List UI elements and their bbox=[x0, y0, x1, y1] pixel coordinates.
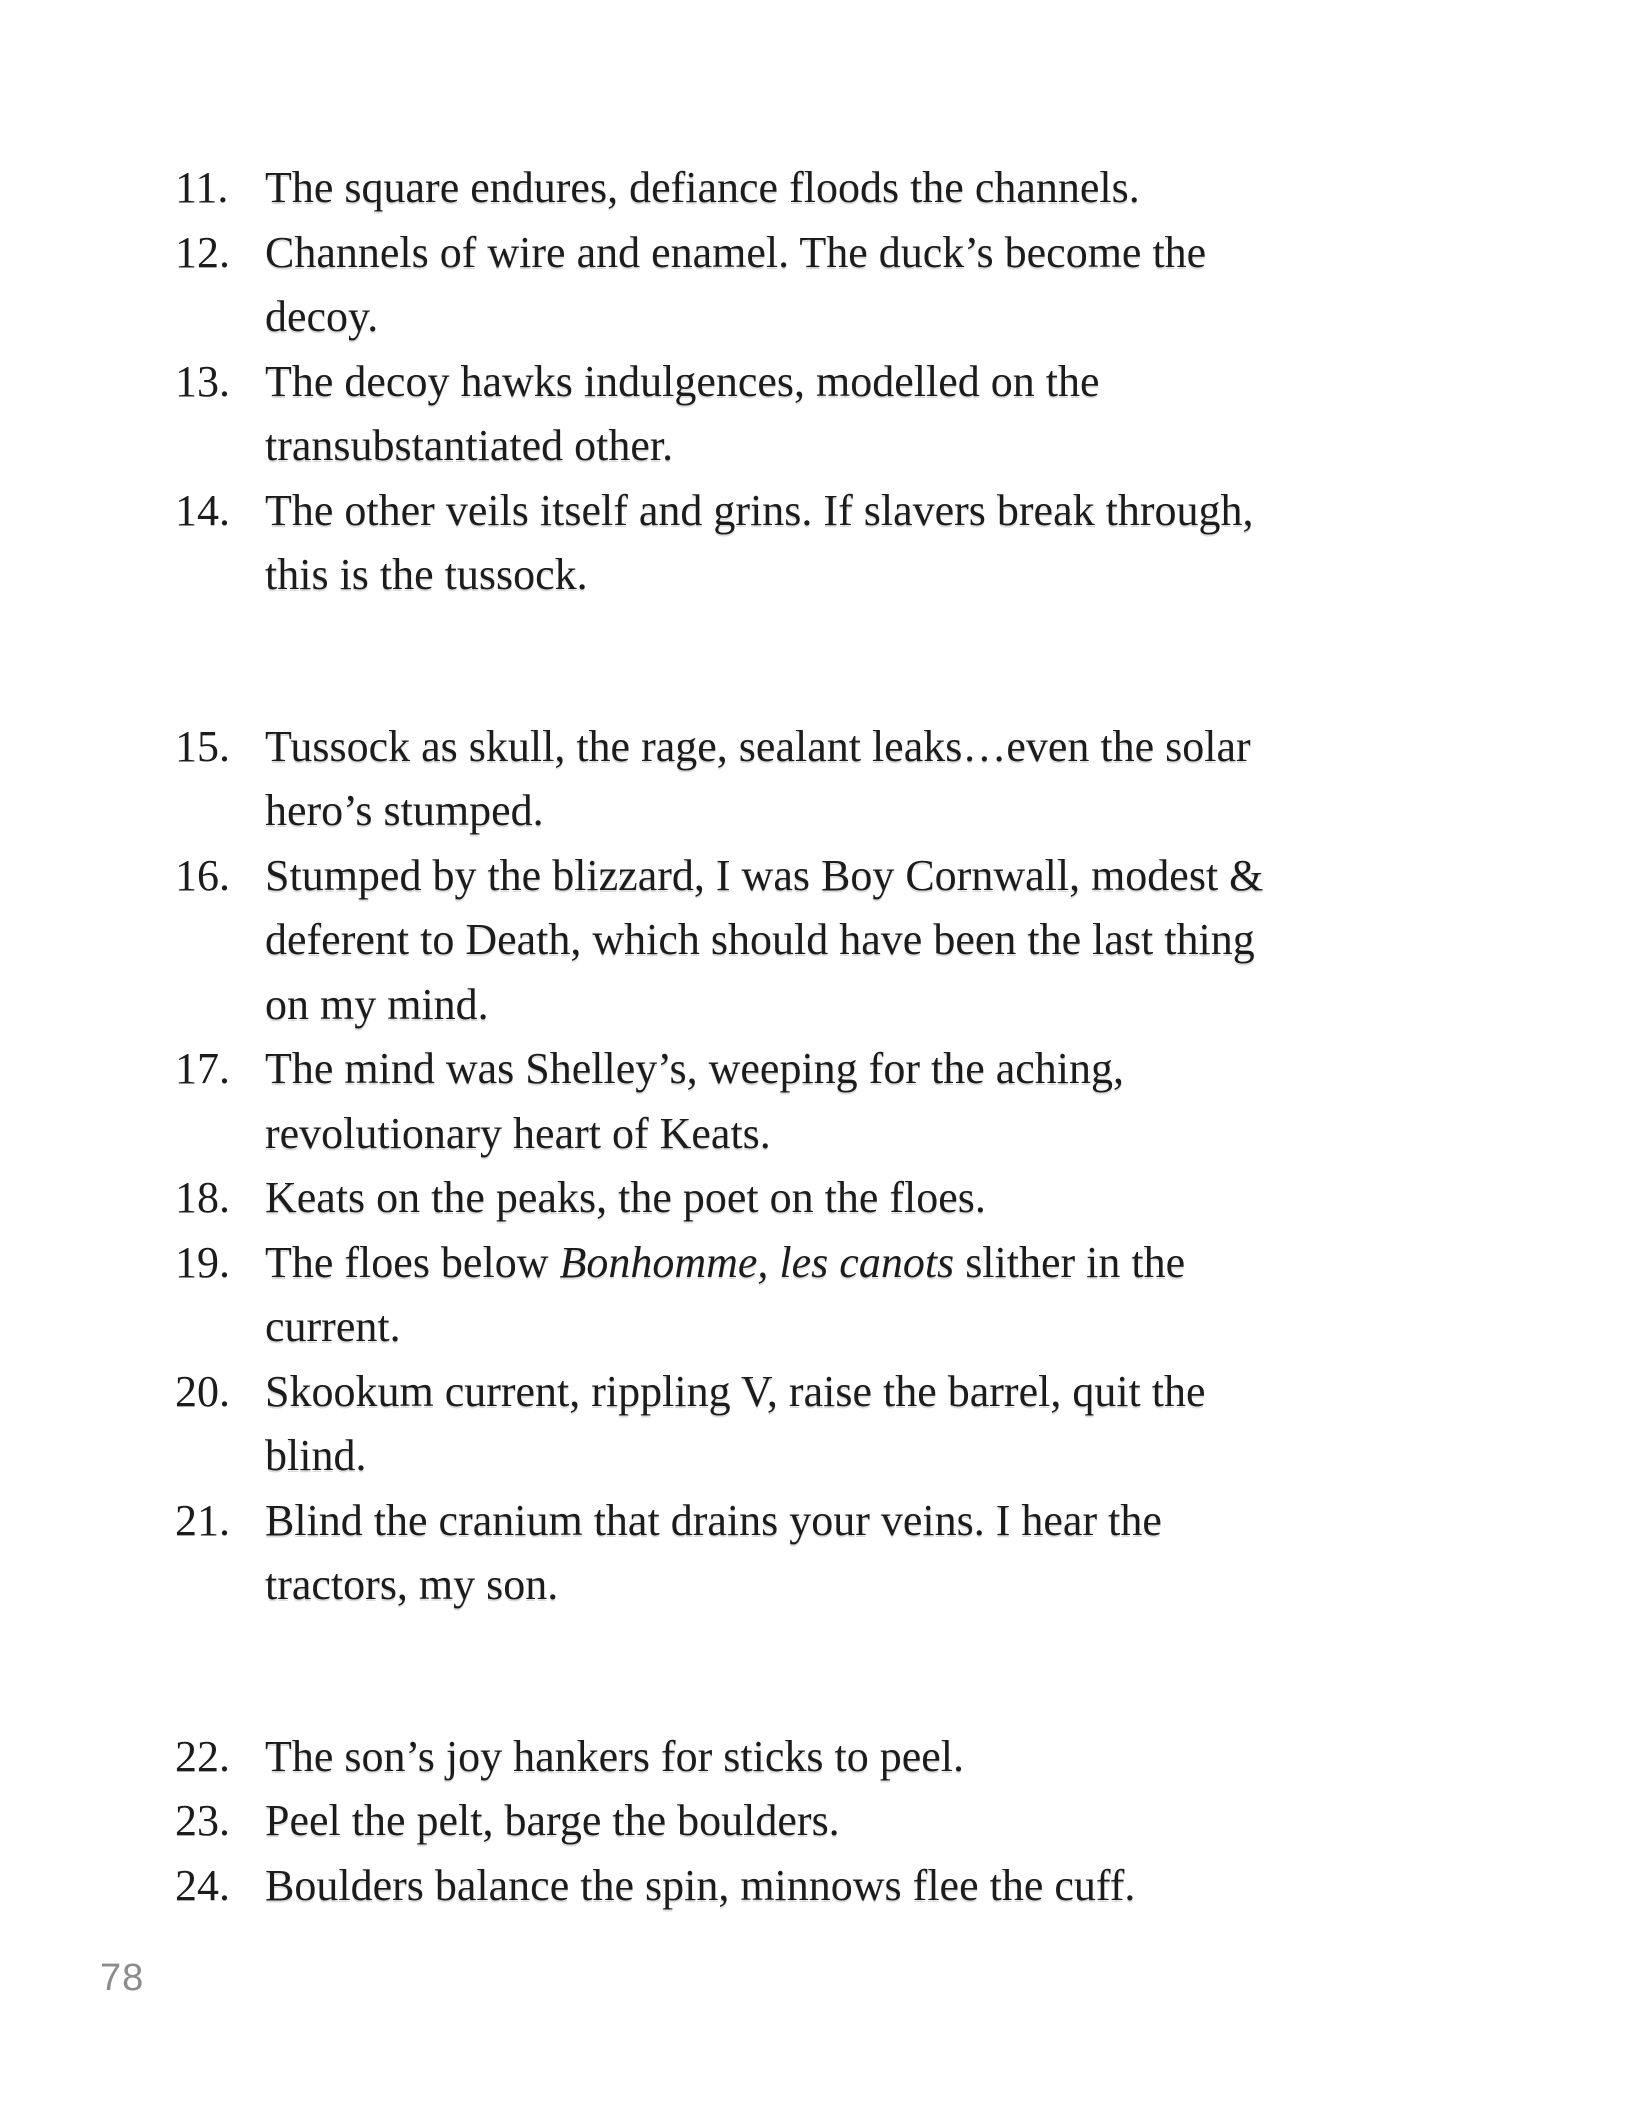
text-line: deferent to Death, which should have been the last thing bbox=[265, 915, 1255, 964]
text-line: transubstantiated other. bbox=[265, 421, 674, 470]
item-text bbox=[265, 479, 1575, 608]
list-item bbox=[175, 1231, 1575, 1360]
text-line: The son’s joy hankers for sticks to peel. bbox=[265, 1731, 964, 1781]
item-text bbox=[265, 221, 1575, 350]
item-number: 21. bbox=[175, 1495, 230, 1545]
text-line: Skookum current, rippling V, raise the barrel, quit the bbox=[265, 1366, 1206, 1416]
stanza-3 bbox=[175, 1725, 1575, 1919]
text-line: blind. bbox=[265, 1431, 367, 1480]
item-text bbox=[265, 1360, 1575, 1489]
text-line: hero’s stumped. bbox=[265, 786, 544, 835]
item-text bbox=[265, 1037, 1575, 1166]
list-item bbox=[175, 1166, 1575, 1231]
item-number: 11. bbox=[175, 163, 229, 212]
item-text bbox=[265, 1231, 1575, 1360]
stanza-2 bbox=[175, 715, 1575, 1618]
text-line: The mind was Shelley’s, weeping for the aching, bbox=[265, 1044, 1125, 1093]
italic-phrase: Bonhomme, les canots bbox=[559, 1237, 955, 1287]
list-item bbox=[175, 350, 1575, 479]
text-line bbox=[265, 1231, 1575, 1296]
item-number: 22. bbox=[175, 1731, 230, 1781]
text-line: revolutionary heart of Keats. bbox=[265, 1108, 771, 1158]
numbered-poem-list bbox=[175, 156, 1575, 1918]
item-number: 13. bbox=[175, 356, 230, 406]
text-line: on my mind. bbox=[265, 979, 489, 1029]
item-text bbox=[265, 1725, 1575, 1790]
item-text bbox=[265, 1789, 1575, 1854]
text-line: current. bbox=[265, 1302, 401, 1351]
item-number: 17. bbox=[175, 1044, 230, 1093]
item-text bbox=[265, 1854, 1575, 1919]
list-item bbox=[175, 1725, 1575, 1790]
item-number: 18. bbox=[175, 1173, 230, 1222]
item-number: 23. bbox=[175, 1796, 230, 1845]
item-text bbox=[265, 1166, 1575, 1231]
list-item bbox=[175, 156, 1575, 221]
list-item bbox=[175, 1854, 1575, 1919]
stanza-1 bbox=[175, 156, 1575, 608]
item-number: 12. bbox=[175, 227, 230, 277]
item-number: 20. bbox=[175, 1366, 230, 1416]
line-segment: The floes below bbox=[265, 1237, 560, 1287]
text-line: Channels of wire and enamel. The duck’s become the bbox=[265, 227, 1207, 277]
text-line: The decoy hawks indulgences, modelled on the bbox=[265, 356, 1100, 406]
text-line: The other veils itself and grins. If slavers break through, bbox=[265, 485, 1254, 535]
list-item bbox=[175, 1489, 1575, 1618]
list-item bbox=[175, 844, 1575, 1038]
list-item bbox=[175, 1360, 1575, 1489]
item-number: 24. bbox=[175, 1860, 230, 1910]
text-line: Tussock as skull, the rage, sealant leaks…even the solar bbox=[265, 721, 1251, 771]
text-line: this is the tussock. bbox=[265, 550, 588, 599]
text-line: Peel the pelt, barge the boulders. bbox=[265, 1796, 840, 1845]
item-text bbox=[265, 156, 1575, 221]
item-number: 16. bbox=[175, 850, 230, 900]
text-line: The square endures, defiance floods the channels. bbox=[265, 163, 1140, 212]
item-text bbox=[265, 715, 1575, 844]
text-line: Keats on the peaks, the poet on the floes. bbox=[265, 1173, 986, 1222]
item-number: 15. bbox=[175, 721, 230, 771]
item-text bbox=[265, 1489, 1575, 1618]
page-number: 78 bbox=[100, 1957, 145, 1999]
item-text bbox=[265, 844, 1575, 1038]
item-text bbox=[265, 350, 1575, 479]
item-number: 19. bbox=[175, 1237, 230, 1287]
list-item bbox=[175, 221, 1575, 350]
list-item bbox=[175, 1037, 1575, 1166]
text-line: Blind the cranium that drains your veins. I hear the bbox=[265, 1495, 1162, 1545]
list-item bbox=[175, 1789, 1575, 1854]
text-line: Boulders balance the spin, minnows flee the cuff. bbox=[265, 1860, 1136, 1910]
text-line: tractors, my son. bbox=[265, 1560, 559, 1609]
item-number: 14. bbox=[175, 485, 230, 535]
line-segment: slither in the bbox=[954, 1237, 1186, 1287]
list-item bbox=[175, 479, 1575, 608]
list-item bbox=[175, 715, 1575, 844]
text-line: decoy. bbox=[265, 292, 379, 341]
text-line: Stumped by the blizzard, I was Boy Cornwall, modest & bbox=[265, 850, 1264, 900]
